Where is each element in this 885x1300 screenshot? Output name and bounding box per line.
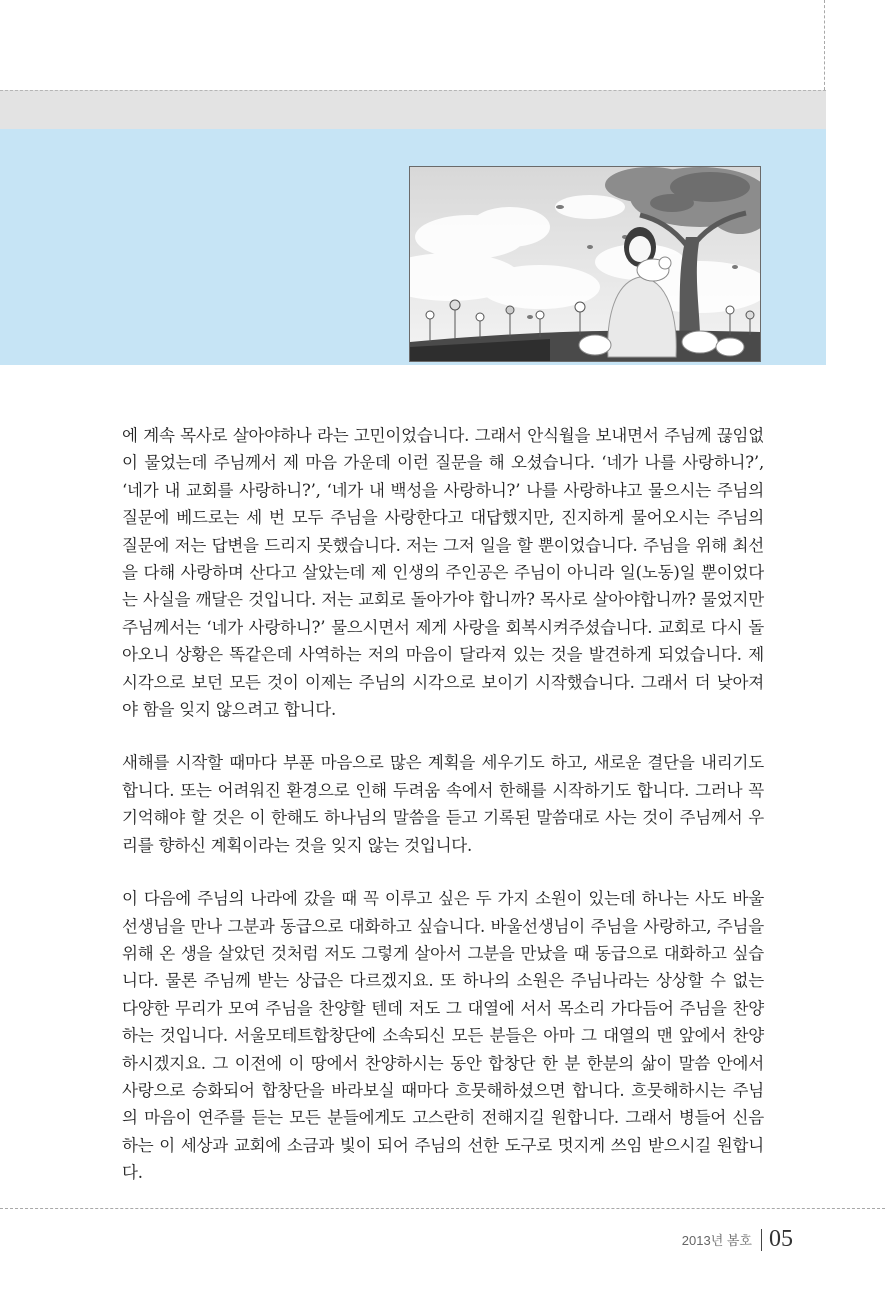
header-band (0, 90, 826, 129)
article-body (122, 422, 764, 1213)
paragraph-2: 새해를 시작할 때마다 부푼 마음으로 많은 계획을 세우기도 하고, 새로운 결단을 내리기도 합니다. 또는 어려워진 환경으로 인해 두려움 속에서 한해를 시작하기도 합니다. 그러나 꼭 기억해야 할 것은 이 한해도 하나님의 말씀을 듣고 기록된 말씀대로 사는 것이 주님께서 우리를 향하신 계획이라는 것을 잊지 않는 것입니다. (122, 753, 764, 855)
paragraph-3: 이 다음에 주님의 나라에 갔을 때 꼭 이루고 싶은 두 가지 소원이 있는데 하나는 사도 바울선생님을 만나 그분과 동급으로 대화하고 싶습니다. 바울선생님이 주님을 사랑하고, 주님을 위해 온 생을 살았던 것처럼 저도 그렇게 살아서 그분을 만났을 때 동급으로 대화하고 싶습니다. 물론 주님께 받는 상급은 다르겠지요. 또 하나의 소원은 주님나라는 상상할 수 없는 다양한 무리가 모여 주님을 찬양할 텐데 저도 그 대열에 서서 목소리 가다듬어 주님을 찬양하는 것입니다. 서울모테트합창단에 소속되신 모든 분들은 아마 그 대열의 맨 앞에서 찬양하시겠지요. 그 이전에 이 땅에서 찬양하시는 동안 합창단 한 분 한분의 삶이 말씀 안에서 사랑으로 승화되어 합창단을 바라보실 때마다 흐뭇해하셨으면 합니다. 흐뭇해하시는 주님의 마음이 연주를 듣는 모든 분들에게도 고스란히 전해지길 원합니다. 그래서 병들어 신음하는 이 세상과 교회에 소금과 빛이 되어 주님의 선한 도구로 멋지게 쓰임 받으시길 원합니다. (122, 889, 764, 1183)
page-footer (682, 1226, 793, 1253)
issue-label: 2013년 봄호 (681, 1233, 752, 1248)
page-number: 05 (769, 1226, 793, 1252)
footer-separator (761, 1229, 762, 1251)
jesus-with-lamb-illustration (409, 166, 761, 362)
top-dashed-guide (824, 0, 825, 90)
paragraph-1: 에 계속 목사로 살아야하나 라는 고민이었습니다. 그래서 안식월을 보내면서 주님께 끊임없이 물었는데 주님께서 제 마음 가운데 이런 질문을 해 오셨습니다. ‘네가 나를 사랑하니?’, ‘네가 내 교회를 사랑하니?’, ‘네가 내 백성을 사랑하니?’ 나를 사랑하냐고 물으시는 주님의 질문에 베드로는 세 번 모두 주님을 사랑한다고 대답했지만, 진지하게 물어오시는 주님의 질문에 저는 답변을 드리지 못했습니다. 저는 그저 일을 할 뿐이었습니다. 주님을 위해 최선을 다해 사랑하며 산다고 살았는데 제 인생의 주인공은 주님이 아니라 일(노동)일 뿐이었다는 사실을 깨달은 것입니다. 저는 교회로 돌아가야 합니까? 목사로 살아야합니까? 물었지만 주님께서는 ‘네가 사랑하니?’ 물으시면서 제게 사랑을 회복시켜주셨습니다. 교회로 다시 돌아오니 상황은 똑같은데 사역하는 저의 마음이 달라져 있는 것을 발견하게 되었습니다. 제 시각으로 보던 모든 것이 이제는 주님의 시각으로 보이기 시작했습니다. 그래서 더 낮아져야 함을 잊지 않으려고 합니다. (122, 426, 764, 720)
footer-dashed-rule (0, 1208, 885, 1209)
